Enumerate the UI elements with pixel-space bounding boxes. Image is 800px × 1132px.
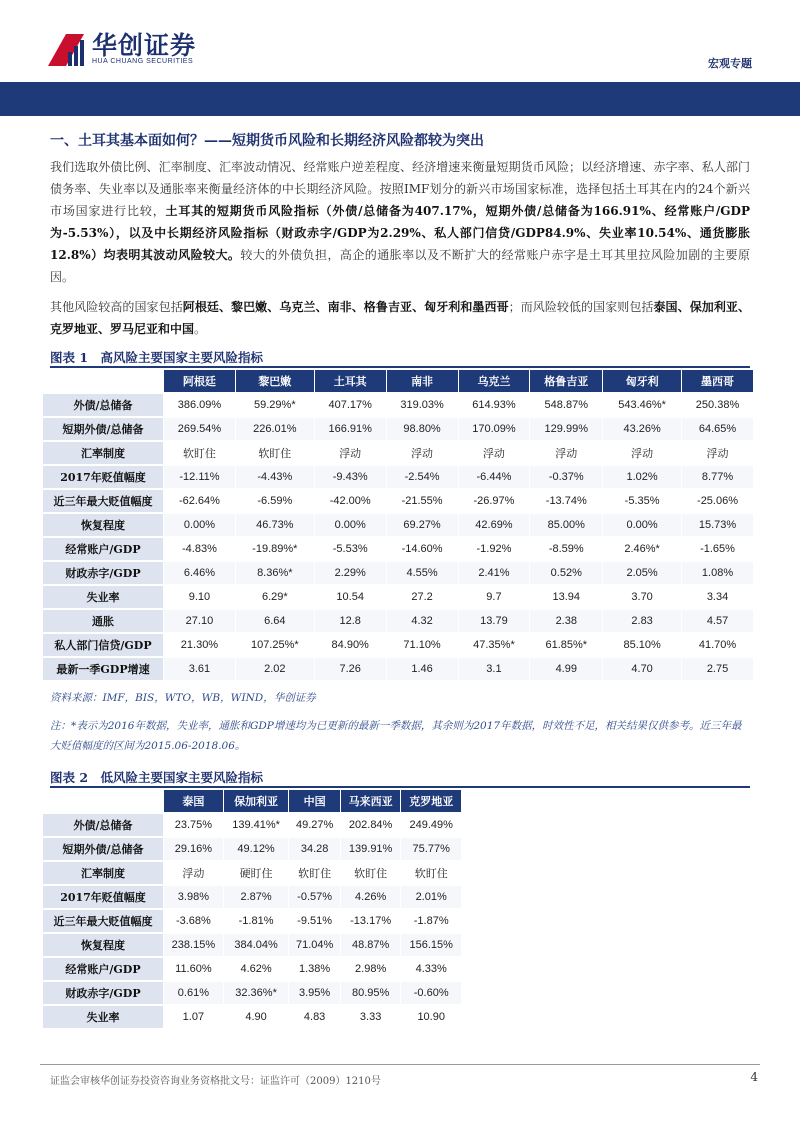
table-cell: 浮动 [530, 442, 602, 464]
table-cell: 2.29% [315, 562, 386, 584]
table-row [43, 814, 461, 836]
column-header: 墨西哥 [682, 370, 753, 392]
table-cell: -5.35% [603, 490, 681, 512]
table-cell: -8.59% [530, 538, 602, 560]
row-header: 恢复程度 [43, 514, 163, 536]
table-cell: -25.06% [682, 490, 753, 512]
row-header: 汇率制度 [43, 862, 163, 884]
table-row [43, 634, 753, 656]
column-header: 保加利亚 [224, 790, 289, 812]
table-cell: 75.77% [401, 838, 461, 860]
table-cell: 319.03% [387, 394, 458, 416]
table-cell: 0.52% [530, 562, 602, 584]
table-row [43, 394, 753, 416]
table-cell: 548.87% [530, 394, 602, 416]
table-cell: 4.99 [530, 658, 602, 680]
table-cell: 4.70 [603, 658, 681, 680]
row-header: 近三年最大贬值幅度 [43, 910, 163, 932]
table-cell: -2.54% [387, 466, 458, 488]
table-cell: 软盯住 [236, 442, 314, 464]
table-cell: 43.26% [603, 418, 681, 440]
column-header: 土耳其 [315, 370, 386, 392]
table-cell: 9.10 [164, 586, 235, 608]
row-header: 外债/总储备 [43, 814, 163, 836]
table-cell: 238.15% [164, 934, 223, 956]
table-cell: 3.70 [603, 586, 681, 608]
table-cell: 浮动 [682, 442, 753, 464]
table-cell: 4.57 [682, 610, 753, 632]
table-cell: 269.54% [164, 418, 235, 440]
table-cell: 6.46% [164, 562, 235, 584]
table-cell: 2.83 [603, 610, 681, 632]
row-header: 2017年贬值幅度 [43, 466, 163, 488]
table-cell: 10.90 [401, 1006, 461, 1028]
page-number: 4 [750, 1070, 758, 1084]
table-cell: -14.60% [387, 538, 458, 560]
table-cell: 1.46 [387, 658, 458, 680]
table-cell: -9.43% [315, 466, 386, 488]
table-cell: -6.44% [459, 466, 530, 488]
table-cell: 0.00% [315, 514, 386, 536]
figure-1-note: 注：*表示为2016年数据，失业率，通胀和GDP增速均为已更新的最新一季数据，其余则为2017年数据，时效性不足，相关结果仅供参考。近三年最大贬值幅度的区间为2015.06-2018.06。 [50, 720, 742, 752]
table-cell: 15.73% [682, 514, 753, 536]
column-header: 乌克兰 [459, 370, 530, 392]
table-cell: 4.83 [289, 1006, 340, 1028]
figure-2-title: 图表 2 低风险主要国家主要风险指标 [50, 770, 264, 785]
table-cell: 浮动 [164, 862, 223, 884]
section-tag: 宏观专题 [708, 57, 752, 70]
paragraph-2 [50, 296, 750, 340]
table-cell: 139.41%* [224, 814, 289, 836]
table-cell: 59.29%* [236, 394, 314, 416]
table-cell: -3.68% [164, 910, 223, 932]
row-header: 财政赤字/GDP [43, 562, 163, 584]
table-cell: 3.34 [682, 586, 753, 608]
table-cell: 浮动 [315, 442, 386, 464]
table-cell: 3.61 [164, 658, 235, 680]
table-cell: 1.02% [603, 466, 681, 488]
table-cell: -13.17% [341, 910, 401, 932]
table-cell: 软盯住 [341, 862, 401, 884]
table-cell: -4.83% [164, 538, 235, 560]
paragraph-1-bold: 土耳其的短期货币风险指标（外债/总储备为407.17%，短期外债/总储备为166.91%、经常账户/GDP为-5.53%），以及中长期经济风险指标（财政赤字/GDP为2.29%、私人部门信贷/GDP84.9%、失业率10.54%、通货膨胀12.8%）均表明其波动风险较大。 [50, 204, 750, 262]
table-cell: 407.17% [315, 394, 386, 416]
logo-mark-icon [48, 34, 84, 66]
table-cell: 2.38 [530, 610, 602, 632]
table-cell: 软盯住 [401, 862, 461, 884]
section-heading: 一、土耳其基本面如何？——短期货币风险和长期经济风险都较为突出 [50, 133, 484, 149]
table-cell: 139.91% [341, 838, 401, 860]
table-cell: 4.32 [387, 610, 458, 632]
figure-2-table [42, 788, 462, 1030]
table-cell: -13.74% [530, 490, 602, 512]
figure-1-source: 资料来源：IMF，BIS，WTO，WB，WIND，华创证券 [50, 692, 316, 704]
table-cell: 27.10 [164, 610, 235, 632]
table-cell: 2.75 [682, 658, 753, 680]
table-cell: 浮动 [603, 442, 681, 464]
column-header: 黎巴嫩 [236, 370, 314, 392]
table-cell: 0.00% [164, 514, 235, 536]
row-header: 近三年最大贬值幅度 [43, 490, 163, 512]
table-cell: 23.75% [164, 814, 223, 836]
table-cell: 8.77% [682, 466, 753, 488]
table-row [43, 514, 753, 536]
table-cell: 4.90 [224, 1006, 289, 1028]
table-cell: -12.11% [164, 466, 235, 488]
table-cell: 6.64 [236, 610, 314, 632]
row-header: 通胀 [43, 610, 163, 632]
table-cell: 42.69% [459, 514, 530, 536]
table-cell: 170.09% [459, 418, 530, 440]
table-cell: 614.93% [459, 394, 530, 416]
table-cell: -1.65% [682, 538, 753, 560]
row-header: 外债/总储备 [43, 394, 163, 416]
table-cell: -6.59% [236, 490, 314, 512]
table-row [43, 1006, 461, 1028]
table-cell: 48.87% [341, 934, 401, 956]
table-cell: 2.05% [603, 562, 681, 584]
paragraph-2-mid: ；而风险较低的国家则包括 [508, 300, 654, 314]
table-cell: 3.33 [341, 1006, 401, 1028]
logo-name-cn: 华创证券 [92, 31, 197, 60]
table-cell: 7.26 [315, 658, 386, 680]
table-row [43, 466, 753, 488]
table-cell: 3.95% [289, 982, 340, 1004]
table-row [43, 910, 461, 932]
table-cell: 27.2 [387, 586, 458, 608]
table-cell: 21.30% [164, 634, 235, 656]
table-cell: 3.1 [459, 658, 530, 680]
paragraph-2-bold-high: 阿根廷、黎巴嫩、乌克兰、南非、格鲁吉亚、匈牙利和墨西哥 [182, 300, 509, 314]
table-cell: 10.54 [315, 586, 386, 608]
column-header: 泰国 [164, 790, 223, 812]
table-cell: -1.81% [224, 910, 289, 932]
table-row [43, 862, 461, 884]
table-cell: -0.60% [401, 982, 461, 1004]
table-cell: 1.38% [289, 958, 340, 980]
table-cell: 107.25%* [236, 634, 314, 656]
row-header: 2017年贬值幅度 [43, 886, 163, 908]
table-cell: 9.7 [459, 586, 530, 608]
table-row [43, 982, 461, 1004]
table-cell: 543.46%* [603, 394, 681, 416]
table-cell: 226.01% [236, 418, 314, 440]
table-cell: 12.8 [315, 610, 386, 632]
paragraph-2-bold-low: 泰国、保加利亚、克罗地亚、罗马尼亚和中国 [50, 300, 750, 336]
table-cell: 64.65% [682, 418, 753, 440]
footer-rule [40, 1064, 760, 1065]
table-cell: 1.08% [682, 562, 753, 584]
table-cell: 85.00% [530, 514, 602, 536]
table-cell: 41.70% [682, 634, 753, 656]
table-cell: 156.15% [401, 934, 461, 956]
table-row [43, 562, 753, 584]
table-cell: -0.57% [289, 886, 340, 908]
column-header: 匈牙利 [603, 370, 681, 392]
table-cell: 4.55% [387, 562, 458, 584]
row-header: 财政赤字/GDP [43, 982, 163, 1004]
footer-license: 证监会审核华创证券投资咨询业务资格批文号：证监许可（2009）1210号 [50, 1076, 381, 1087]
table-cell: 249.49% [401, 814, 461, 836]
table-row [43, 934, 461, 956]
row-header: 汇率制度 [43, 442, 163, 464]
table-cell: -1.92% [459, 538, 530, 560]
table-cell: 384.04% [224, 934, 289, 956]
table-cell: 0.61% [164, 982, 223, 1004]
table-cell: 98.80% [387, 418, 458, 440]
table-row [43, 538, 753, 560]
table-row [43, 958, 461, 980]
column-header: 马来西亚 [341, 790, 401, 812]
table-cell: -0.37% [530, 466, 602, 488]
table-row [43, 838, 461, 860]
table-cell: 2.01% [401, 886, 461, 908]
figure-1-title: 图表 1 高风险主要国家主要风险指标 [50, 350, 264, 365]
table-cell: 软盯住 [164, 442, 235, 464]
table-row [43, 490, 753, 512]
table-cell: 2.46%* [603, 538, 681, 560]
table-cell: 46.73% [236, 514, 314, 536]
table-cell: 129.99% [530, 418, 602, 440]
table-cell: 浮动 [387, 442, 458, 464]
row-header: 恢复程度 [43, 934, 163, 956]
table-cell: 202.84% [341, 814, 401, 836]
table-cell: 34.28 [289, 838, 340, 860]
row-header: 经常账户/GDP [43, 958, 163, 980]
table-cell: 2.87% [224, 886, 289, 908]
paragraph-1 [50, 156, 750, 288]
table-row [43, 886, 461, 908]
column-header: 南非 [387, 370, 458, 392]
table-cell: -62.64% [164, 490, 235, 512]
table-cell: 2.98% [341, 958, 401, 980]
table-cell: 13.79 [459, 610, 530, 632]
table-cell: 49.12% [224, 838, 289, 860]
paragraph-2-end: 。 [194, 322, 207, 336]
table-row [43, 586, 753, 608]
table-cell: 8.36%* [236, 562, 314, 584]
table-cell: -21.55% [387, 490, 458, 512]
table-cell: 71.04% [289, 934, 340, 956]
table-cell: 80.95% [341, 982, 401, 1004]
column-header: 克罗地亚 [401, 790, 461, 812]
table-cell: 84.90% [315, 634, 386, 656]
table-cell: 1.07 [164, 1006, 223, 1028]
table-corner [43, 370, 163, 392]
table-cell: -5.53% [315, 538, 386, 560]
table-cell: 166.91% [315, 418, 386, 440]
row-header: 短期外债/总储备 [43, 418, 163, 440]
table-cell: 2.41% [459, 562, 530, 584]
table-cell: 0.00% [603, 514, 681, 536]
table-row [43, 658, 753, 680]
table-cell: -4.43% [236, 466, 314, 488]
row-header: 私人部门信贷/GDP [43, 634, 163, 656]
column-header: 格鲁吉亚 [530, 370, 602, 392]
paragraph-1-text: 我们选取外债比例、汇率制度、汇率波动情况、经常账户逆差程度、经济增速来衡量短期货币风险；以经济增速、赤字率、私人部门债务率、失业率以及通胀率来衡量经济体的中长期经济风险。按照IMF划分的新兴市场国家标准，选择包括土耳其在内的24个新兴市场国家进行比较， [50, 160, 750, 218]
table-cell: 软盯住 [289, 862, 340, 884]
table-cell: 32.36%* [224, 982, 289, 1004]
table-cell: 浮动 [459, 442, 530, 464]
table-cell: 61.85%* [530, 634, 602, 656]
table-cell: 3.98% [164, 886, 223, 908]
table-row [43, 610, 753, 632]
row-header: 经常账户/GDP [43, 538, 163, 560]
table-cell: 49.27% [289, 814, 340, 836]
table-cell: 47.35%* [459, 634, 530, 656]
table-cell: -9.51% [289, 910, 340, 932]
row-header: 失业率 [43, 586, 163, 608]
table-corner [43, 790, 163, 812]
table-cell: -1.87% [401, 910, 461, 932]
row-header: 最新一季GDP增速 [43, 658, 163, 680]
table-cell: -19.89%* [236, 538, 314, 560]
table-cell: 71.10% [387, 634, 458, 656]
table-cell: 386.09% [164, 394, 235, 416]
table-cell: 硬盯住 [224, 862, 289, 884]
paragraph-2-text: 其他风险较高的国家包括 [50, 300, 183, 314]
table-cell: -26.97% [459, 490, 530, 512]
table-cell: 13.94 [530, 586, 602, 608]
table-cell: 2.02 [236, 658, 314, 680]
table-cell: 6.29* [236, 586, 314, 608]
figure-1-table [42, 368, 754, 682]
column-header: 中国 [289, 790, 340, 812]
table-cell: -42.00% [315, 490, 386, 512]
table-cell: 69.27% [387, 514, 458, 536]
table-cell: 4.26% [341, 886, 401, 908]
table-cell: 250.38% [682, 394, 753, 416]
table-row [43, 418, 753, 440]
table-cell: 11.60% [164, 958, 223, 980]
paragraph-1-tail: 较大的外债负担，高企的通胀率以及不断扩大的经常账户赤字是土耳其里拉风险加剧的主要原因。 [50, 248, 750, 284]
table-cell: 29.16% [164, 838, 223, 860]
table-cell: 85.10% [603, 634, 681, 656]
row-header: 短期外债/总储备 [43, 838, 163, 860]
table-cell: 4.62% [224, 958, 289, 980]
table-row [43, 442, 753, 464]
table-cell: 4.33% [401, 958, 461, 980]
logo-name-en: HUA CHUANG SECURITIES [92, 58, 194, 65]
column-header: 阿根廷 [164, 370, 235, 392]
row-header: 失业率 [43, 1006, 163, 1028]
header-band [0, 82, 800, 116]
